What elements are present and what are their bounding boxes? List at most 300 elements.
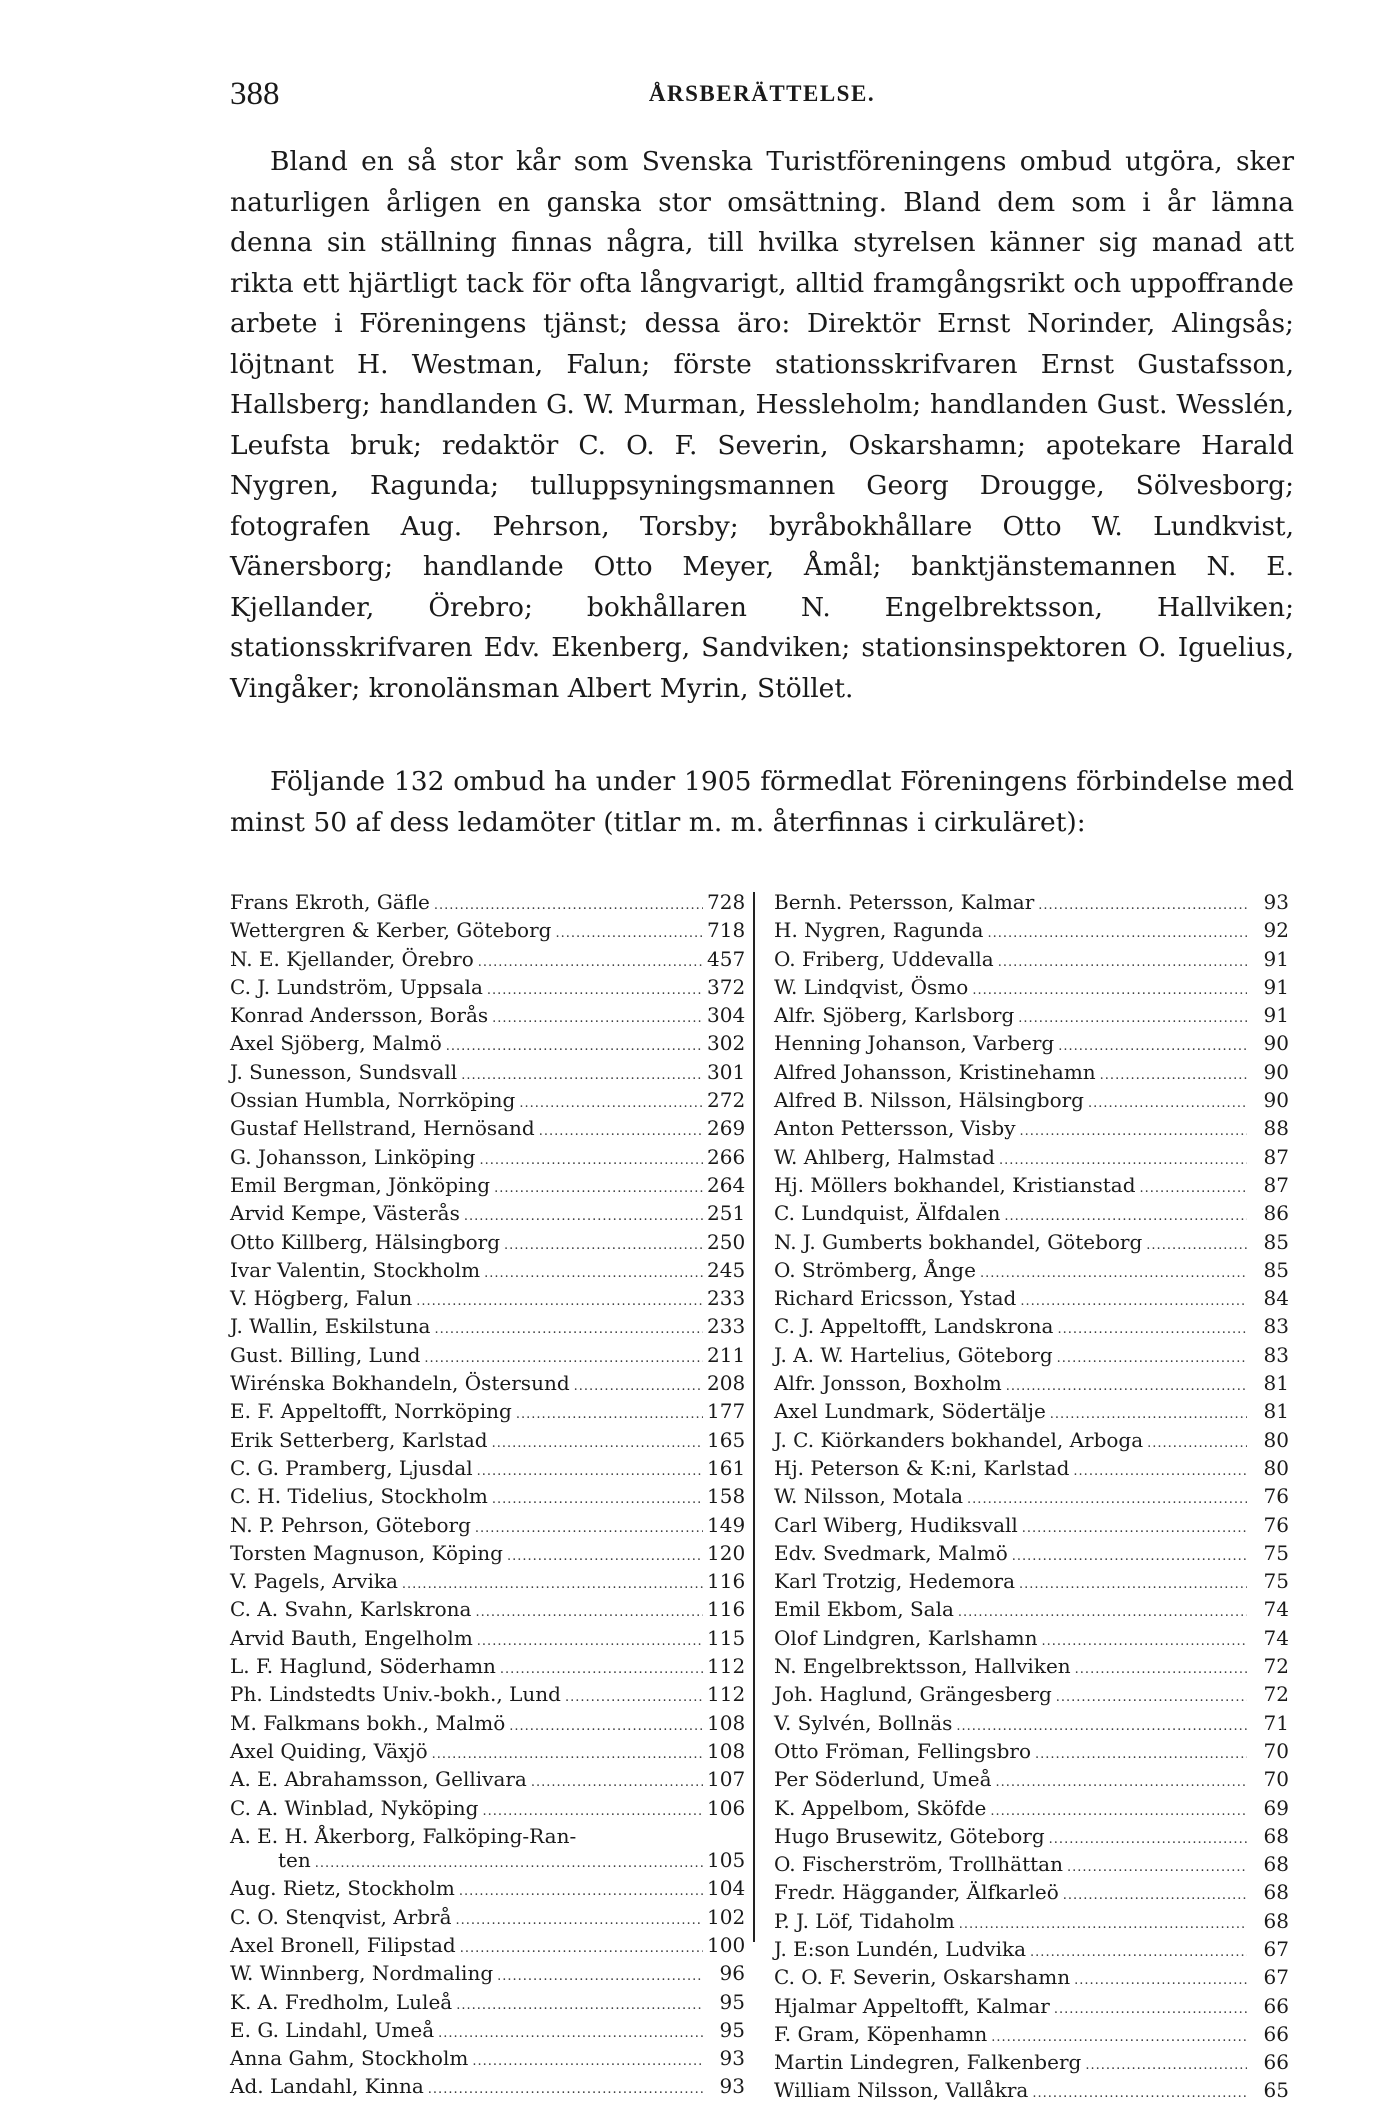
dot-leader xyxy=(1058,1035,1247,1059)
agent-name: V. Högberg, Falun xyxy=(230,1286,413,1311)
member-count: 66 xyxy=(1263,1993,1289,2018)
agent-entry xyxy=(774,1937,1289,1965)
agent-name: C. J. Appeltofft, Landskrona xyxy=(774,1314,1054,1339)
member-count: 87 xyxy=(1263,1172,1289,1197)
dot-leader xyxy=(1042,1630,1248,1654)
agent-name: A. E. H. Åkerborg, Falköping-Ran- xyxy=(230,1823,577,1848)
dot-leader xyxy=(956,1715,1247,1739)
member-count: 92 xyxy=(1263,918,1289,943)
running-head: ÅRSBERÄTTELSE. xyxy=(648,81,876,106)
member-count: 83 xyxy=(1263,1342,1289,1367)
dot-leader xyxy=(480,1149,704,1173)
dot-leader xyxy=(980,1262,1247,1286)
agent-entry xyxy=(774,2078,1289,2106)
member-count: 112 xyxy=(707,1654,746,1679)
agent-entry xyxy=(230,1767,745,1795)
member-count: 83 xyxy=(1263,1314,1289,1339)
agent-name: Martin Lindegren, Falkenberg xyxy=(774,2050,1082,2075)
agent-name: N. Engelbrektsson, Hallviken xyxy=(774,1654,1071,1679)
agent-name: Edv. Svedmark, Malmö xyxy=(774,1540,1008,1565)
agent-entry xyxy=(774,1060,1289,1088)
agent-name: Axel Bronell, Filipstad xyxy=(230,1932,456,1957)
agent-entry xyxy=(230,1088,745,1116)
agent-name: A. E. Abrahamsson, Gellivara xyxy=(230,1767,527,1792)
dot-leader xyxy=(1022,1517,1247,1541)
dot-leader xyxy=(497,1965,703,1989)
member-count: 264 xyxy=(707,1172,746,1197)
agent-name: Axel Lundmark, Södertälje xyxy=(774,1399,1046,1424)
member-count: 80 xyxy=(1263,1455,1289,1480)
dot-leader xyxy=(1057,1347,1247,1371)
member-count: 90 xyxy=(1263,1031,1289,1056)
agent-entry xyxy=(774,1371,1289,1399)
agent-name: V. Pagels, Arvika xyxy=(230,1569,398,1594)
dot-leader xyxy=(991,2026,1247,2050)
agent-name: H. Nygren, Ragunda xyxy=(774,918,984,943)
agent-entry xyxy=(774,1541,1289,1569)
member-count: 251 xyxy=(707,1201,746,1226)
list-intro-paragraph: Följande 132 ombud ha under 1905 förmedlat Föreningens förbindelse med minst 50 af dess ledamöter (titlar m. m. återfinnas i cirkuläret): xyxy=(230,766,1294,838)
member-count: 67 xyxy=(1263,1965,1289,1990)
dot-leader xyxy=(507,1545,703,1569)
agent-entry xyxy=(230,1314,745,1342)
member-count: 102 xyxy=(707,1904,746,1929)
dot-leader xyxy=(477,1460,703,1484)
agent-name: Torsten Magnuson, Köping xyxy=(230,1540,503,1565)
member-count: 85 xyxy=(1263,1229,1289,1254)
dot-leader xyxy=(1006,1375,1247,1399)
member-count: 87 xyxy=(1263,1144,1289,1169)
agent-name: Wettergren & Kerber, Göteborg xyxy=(230,918,552,943)
dot-leader xyxy=(478,951,703,975)
agent-entry xyxy=(230,1824,745,1848)
agent-name: Hj. Möllers bokhandel, Kristianstad xyxy=(774,1172,1136,1197)
agent-entry xyxy=(774,1088,1289,1116)
agent-name: N. E. Kjellander, Örebro xyxy=(230,946,474,971)
member-count: 718 xyxy=(707,918,746,943)
agent-entry xyxy=(774,1739,1289,1767)
dot-leader xyxy=(475,1601,703,1625)
agent-entry xyxy=(774,975,1289,1003)
member-count: 70 xyxy=(1263,1767,1289,1792)
agent-name: C. O. Stenqvist, Arbrå xyxy=(230,1904,452,1929)
agent-entry xyxy=(774,1343,1289,1371)
member-count: 68 xyxy=(1263,1880,1289,1905)
member-count: 75 xyxy=(1263,1569,1289,1594)
member-count: 68 xyxy=(1263,1823,1289,1848)
member-count: 177 xyxy=(707,1399,746,1424)
agent-name: Bernh. Petersson, Kalmar xyxy=(774,890,1035,914)
agent-name: Per Söderlund, Umeå xyxy=(774,1767,992,1792)
column-divider xyxy=(753,892,755,1942)
agent-name: G. Johansson, Linköping xyxy=(230,1144,476,1169)
agent-name: Alfr. Sjöberg, Karlsborg xyxy=(774,1003,1015,1028)
agent-entry xyxy=(230,1905,745,1933)
member-count: 165 xyxy=(707,1427,746,1452)
agent-name: N. J. Gumberts bokhandel, Göteborg xyxy=(774,1229,1143,1254)
dot-leader xyxy=(1075,1658,1247,1682)
member-count: 104 xyxy=(707,1876,746,1901)
agent-entry xyxy=(230,1201,745,1229)
agent-entry xyxy=(774,1597,1289,1625)
agent-entry xyxy=(230,1933,745,1961)
agent-entry xyxy=(774,1314,1289,1342)
dot-leader xyxy=(999,1149,1247,1173)
dot-leader xyxy=(996,1771,1247,1795)
dot-leader xyxy=(484,1262,703,1286)
agents-list-right xyxy=(774,890,1289,2107)
agent-name: O. Fischerström, Trollhättan xyxy=(774,1852,1063,1877)
agent-name: Ad. Landahl, Kinna xyxy=(230,2074,424,2099)
member-count: 75 xyxy=(1263,1540,1289,1565)
dot-leader xyxy=(434,1318,703,1342)
agent-entry xyxy=(230,1230,745,1258)
agent-entry xyxy=(230,1876,745,1904)
agent-name: Joh. Haglund, Grängesberg xyxy=(774,1682,1052,1707)
member-count: 211 xyxy=(707,1342,746,1367)
member-count: 68 xyxy=(1263,1852,1289,1877)
agent-name: William Nilsson, Vallåkra xyxy=(774,2078,1029,2103)
agent-name: F. Gram, Köpenhamn xyxy=(774,2021,988,2046)
agent-name: Ph. Lindstedts Univ.-bokh., Lund xyxy=(230,1682,561,1707)
dot-leader xyxy=(460,1937,703,1961)
agent-entry xyxy=(230,1513,745,1541)
dot-leader xyxy=(990,1800,1247,1824)
dot-leader xyxy=(1054,1998,1247,2022)
agent-entry xyxy=(774,1484,1289,1512)
agent-name: L. F. Haglund, Söderhamn xyxy=(230,1654,496,1679)
dot-leader xyxy=(1073,1460,1247,1484)
member-count: 71 xyxy=(1263,1710,1289,1735)
agent-entry xyxy=(230,1569,745,1597)
agent-name: Arvid Kempe, Västerås xyxy=(230,1201,460,1226)
agent-name: W. Lindqvist, Ösmo xyxy=(774,974,969,999)
member-count: 93 xyxy=(719,2074,745,2099)
dot-leader xyxy=(1049,1828,1247,1852)
dot-leader xyxy=(315,1852,703,1876)
member-count: 161 xyxy=(707,1455,746,1480)
member-count: 106 xyxy=(707,1795,746,1820)
agent-name: J. Wallin, Eskilstuna xyxy=(230,1314,431,1339)
agent-name: Ivar Valentin, Stockholm xyxy=(230,1257,481,1282)
dot-leader xyxy=(516,1403,703,1427)
agent-name: O. Friberg, Uddevalla xyxy=(774,946,994,971)
dot-leader xyxy=(509,1715,703,1739)
member-count: 91 xyxy=(1263,946,1289,971)
member-count: 91 xyxy=(1263,1003,1289,1028)
agent-entry xyxy=(230,1003,745,1031)
agent-name: C. H. Tidelius, Stockholm xyxy=(230,1484,488,1509)
dot-leader xyxy=(1063,1884,1247,1908)
dot-leader xyxy=(416,1290,703,1314)
agent-entry xyxy=(774,1428,1289,1456)
member-count: 100 xyxy=(707,1932,746,1957)
agent-name: ten xyxy=(278,1848,311,1873)
dot-leader xyxy=(1050,1403,1247,1427)
agent-entry xyxy=(774,1626,1289,1654)
dot-leader xyxy=(424,1347,703,1371)
dot-leader xyxy=(446,1035,703,1059)
agent-entry xyxy=(774,1824,1289,1852)
dot-leader xyxy=(1067,1856,1247,1880)
dot-leader xyxy=(1074,1969,1247,1993)
member-count: 245 xyxy=(707,1257,746,1282)
member-count: 269 xyxy=(707,1116,746,1141)
agent-name: C. O. F. Severin, Oskarshamn xyxy=(774,1965,1071,1990)
agent-name: Henning Johanson, Varberg xyxy=(774,1031,1055,1056)
dot-leader xyxy=(565,1686,703,1710)
agent-entry xyxy=(230,1371,745,1399)
member-count: 728 xyxy=(707,890,746,914)
member-count: 70 xyxy=(1263,1738,1289,1763)
agent-name: Otto Fröman, Fellingsbro xyxy=(774,1738,1031,1763)
dot-leader xyxy=(1056,1686,1247,1710)
dot-leader xyxy=(1019,1573,1247,1597)
page-header xyxy=(230,74,1294,114)
agent-name: Axel Quiding, Växjö xyxy=(230,1738,428,1763)
dot-leader xyxy=(1032,2082,1247,2106)
agent-name: Hj. Peterson & K:ni, Karlstad xyxy=(774,1455,1070,1480)
dot-leader xyxy=(1018,1007,1247,1031)
agent-entry xyxy=(230,1848,745,1876)
member-count: 158 xyxy=(707,1484,746,1509)
member-count: 372 xyxy=(707,974,746,999)
dot-leader xyxy=(1012,1545,1247,1569)
agent-name: K. A. Fredholm, Luleå xyxy=(230,1989,453,2014)
dot-leader xyxy=(574,1375,703,1399)
agent-entry xyxy=(230,1145,745,1173)
agent-entry xyxy=(774,2022,1289,2050)
agent-entry xyxy=(230,890,745,918)
agent-name: J. A. W. Hartelius, Göteborg xyxy=(774,1342,1053,1367)
agents-list-left xyxy=(230,890,745,2103)
agent-name: Hugo Brusewitz, Göteborg xyxy=(774,1823,1045,1848)
dot-leader xyxy=(998,951,1247,975)
dot-leader xyxy=(500,1658,703,1682)
agent-entry xyxy=(230,1399,745,1427)
member-count: 88 xyxy=(1263,1116,1289,1141)
dot-leader xyxy=(432,1743,703,1767)
member-count: 120 xyxy=(707,1540,746,1565)
agent-entry xyxy=(774,1116,1289,1144)
agent-name: M. Falkmans bokh., Malmö xyxy=(230,1710,506,1735)
agent-name: Gust. Billing, Lund xyxy=(230,1342,421,1367)
agent-entry xyxy=(230,1597,745,1625)
member-count: 149 xyxy=(707,1512,746,1537)
member-count: 266 xyxy=(707,1144,746,1169)
agent-name: W. Ahlberg, Halmstad xyxy=(774,1144,995,1169)
member-count: 74 xyxy=(1263,1625,1289,1650)
dot-leader xyxy=(1140,1177,1247,1201)
agent-entry xyxy=(230,947,745,975)
agent-entry xyxy=(230,1711,745,1739)
agent-name: N. P. Pehrson, Göteborg xyxy=(230,1512,471,1537)
member-count: 96 xyxy=(719,1961,745,1986)
agent-name: Frans Ekroth, Gäfle xyxy=(230,890,430,914)
member-count: 233 xyxy=(707,1286,746,1311)
member-count: 301 xyxy=(707,1059,746,1084)
dot-leader xyxy=(1035,1743,1247,1767)
agent-name: Alfred Johansson, Kristinehamn xyxy=(774,1059,1096,1084)
agent-entry xyxy=(230,1682,745,1710)
agent-entry xyxy=(230,1626,745,1654)
member-count: 90 xyxy=(1263,1088,1289,1113)
dot-leader xyxy=(456,1909,703,1933)
agent-name: C. G. Pramberg, Ljusdal xyxy=(230,1455,473,1480)
agent-name: Emil Ekbom, Sala xyxy=(774,1597,954,1622)
member-count: 107 xyxy=(707,1767,746,1792)
dot-leader xyxy=(492,1007,703,1031)
member-count: 95 xyxy=(719,2017,745,2042)
agent-entry xyxy=(230,1258,745,1286)
agent-entry xyxy=(230,2074,745,2102)
agent-name: Olof Lindgren, Karlshamn xyxy=(774,1625,1038,1650)
agent-name: Carl Wiberg, Hudiksvall xyxy=(774,1512,1018,1537)
agent-name: Anna Gahm, Stockholm xyxy=(230,2046,469,2071)
dot-leader xyxy=(1038,894,1247,918)
agent-name: O. Strömberg, Ånge xyxy=(774,1257,976,1282)
agent-entry xyxy=(774,2050,1289,2078)
dot-leader xyxy=(555,922,703,946)
member-count: 304 xyxy=(707,1003,746,1028)
dot-leader xyxy=(1030,1941,1247,1965)
agent-entry xyxy=(774,918,1289,946)
agent-entry xyxy=(774,1767,1289,1795)
agent-entry xyxy=(774,1230,1289,1258)
agent-entry xyxy=(230,1739,745,1767)
agent-entry xyxy=(230,975,745,1003)
agent-name: E. F. Appeltofft, Norrköping xyxy=(230,1399,512,1424)
member-count: 76 xyxy=(1263,1512,1289,1537)
member-count: 84 xyxy=(1263,1286,1289,1311)
member-count: 68 xyxy=(1263,1908,1289,1933)
member-count: 66 xyxy=(1263,2021,1289,2046)
agent-name: Alfr. Jonsson, Boxholm xyxy=(774,1371,1002,1396)
agent-entry xyxy=(230,2018,745,2046)
agent-entry xyxy=(230,2046,745,2074)
member-count: 302 xyxy=(707,1031,746,1056)
member-count: 85 xyxy=(1263,1257,1289,1282)
dot-leader xyxy=(477,1630,703,1654)
dot-leader xyxy=(464,1205,703,1229)
agent-entry xyxy=(774,1258,1289,1286)
member-count: 93 xyxy=(719,2046,745,2071)
agent-name: W. Nilsson, Motala xyxy=(774,1484,964,1509)
dot-leader xyxy=(531,1771,703,1795)
member-count: 76 xyxy=(1263,1484,1289,1509)
agent-entry xyxy=(230,918,745,946)
agent-entry xyxy=(774,1711,1289,1739)
dot-leader xyxy=(504,1234,703,1258)
agent-entry xyxy=(774,1399,1289,1427)
dot-leader xyxy=(972,979,1247,1003)
agent-entry xyxy=(774,1852,1289,1880)
dot-leader xyxy=(456,1994,703,2018)
agent-entry xyxy=(774,1994,1289,2022)
agent-name: Richard Ericsson, Ystad xyxy=(774,1286,1017,1311)
dot-leader xyxy=(1100,1064,1247,1088)
agent-name: Alfred B. Nilsson, Hälsingborg xyxy=(774,1088,1084,1113)
agent-name: J. Sunesson, Sundsvall xyxy=(230,1059,458,1084)
agent-entry xyxy=(774,890,1289,918)
agent-name: Anton Pettersson, Visby xyxy=(774,1116,1016,1141)
agent-name: Emil Bergman, Jönköping xyxy=(230,1172,491,1197)
agent-name: Konrad Andersson, Borås xyxy=(230,1003,489,1028)
agent-name: Aug. Rietz, Stockholm xyxy=(230,1876,455,1901)
dot-leader xyxy=(487,979,703,1003)
agent-entry xyxy=(230,1173,745,1201)
agent-entry xyxy=(774,1456,1289,1484)
member-count: 112 xyxy=(707,1682,746,1707)
dot-leader xyxy=(438,2022,703,2046)
dot-leader xyxy=(492,1488,703,1512)
agent-entry xyxy=(774,1880,1289,1908)
intro-paragraph: Bland en så stor kår som Svenska Turistföreningens ombud utgöra, sker naturligen årligen en ganska stor omsättning. Bland dem som i år lämna denna sin ställning finnas några, till hvilka styrelsen känner sig manad att rikta ett hjärtligt tack för ofta långvarigt, alltid framgångsrikt och uppoffrande arbete i Föreningens tjänst; dessa äro: Direktör Ernst Norinder, Alingsås; löjtnant H. Westman, Falun; förste stationsskrifvaren Ernst Gustafsson, Hallsberg; handlanden G. W. Murman, Hessleholm; handlanden Gust. Wesslén, Leufsta bruk; redaktör C. O. F. Severin, Oskarshamn; apotekare Harald Nygren, Ragunda; tulluppsyningsmannen Georg Drougge, Sölvesborg; fotografen Aug. Pehrson, Torsby; byråbokhållare Otto W. Lundkvist, Vänersborg; handlande Otto Meyer, Åmål; banktjänstemannen N. E. Kjellander, Örebro; bokhållaren N. Engelbrektsson, Hallviken; stationsskrifvaren Edv. Ekenberg, Sandviken; stationsinspektoren O. Iguelius, Vingåker; kronolänsman Albert Myrin, Stöllet. xyxy=(230,146,1294,704)
agent-name: V. Sylvén, Bollnäs xyxy=(774,1710,953,1735)
dot-leader xyxy=(472,2050,703,2074)
member-count: 81 xyxy=(1263,1399,1289,1424)
agent-entry xyxy=(230,1796,745,1824)
dot-leader xyxy=(482,1800,703,1824)
agent-entry xyxy=(230,1031,745,1059)
agent-name: J. C. Kiörkanders bokhandel, Arboga xyxy=(774,1427,1144,1452)
member-count: 86 xyxy=(1263,1201,1289,1226)
member-count: 233 xyxy=(707,1314,746,1339)
dot-leader xyxy=(461,1064,703,1088)
page-number: 388 xyxy=(230,76,280,112)
agent-entry xyxy=(774,947,1289,975)
agent-name: C. J. Lundström, Uppsala xyxy=(230,974,483,999)
dot-leader xyxy=(1004,1205,1247,1229)
agent-entry xyxy=(774,1145,1289,1173)
agent-name: Arvid Bauth, Engelholm xyxy=(230,1625,473,1650)
member-count: 108 xyxy=(707,1710,746,1735)
agent-entry xyxy=(774,1201,1289,1229)
dot-leader xyxy=(1020,1120,1247,1144)
member-count: 93 xyxy=(1263,890,1289,914)
dot-leader xyxy=(958,1601,1247,1625)
dot-leader xyxy=(402,1573,703,1597)
member-count: 115 xyxy=(707,1625,746,1650)
agent-name: C. A. Svahn, Karlskrona xyxy=(230,1597,472,1622)
member-count: 72 xyxy=(1263,1654,1289,1679)
dot-leader xyxy=(1085,2054,1247,2078)
member-count: 69 xyxy=(1263,1795,1289,1820)
member-count: 116 xyxy=(707,1597,746,1622)
dot-leader xyxy=(459,1880,703,1904)
dot-leader xyxy=(519,1092,703,1116)
member-count: 91 xyxy=(1263,974,1289,999)
dot-leader xyxy=(1147,1432,1247,1456)
dot-leader xyxy=(959,1913,1247,1937)
agent-entry xyxy=(230,1484,745,1512)
dot-leader xyxy=(475,1517,703,1541)
member-count: 95 xyxy=(719,1989,745,2014)
agent-name: Hjalmar Appeltofft, Kalmar xyxy=(774,1993,1050,2018)
agent-name: K. Appelbom, Sköfde xyxy=(774,1795,987,1820)
agent-entry xyxy=(774,1286,1289,1314)
agent-entry xyxy=(774,1909,1289,1937)
member-count: 65 xyxy=(1263,2078,1289,2103)
agent-name: Otto Killberg, Hälsingborg xyxy=(230,1229,501,1254)
agent-name: Gustaf Hellstrand, Hernösand xyxy=(230,1116,535,1141)
agent-entry xyxy=(230,1428,745,1456)
member-count: 208 xyxy=(707,1371,746,1396)
agent-name: J. E:son Lundén, Ludvika xyxy=(774,1936,1027,1961)
member-count: 66 xyxy=(1263,2050,1289,2075)
dot-leader xyxy=(428,2078,703,2102)
agent-entry xyxy=(774,1682,1289,1710)
